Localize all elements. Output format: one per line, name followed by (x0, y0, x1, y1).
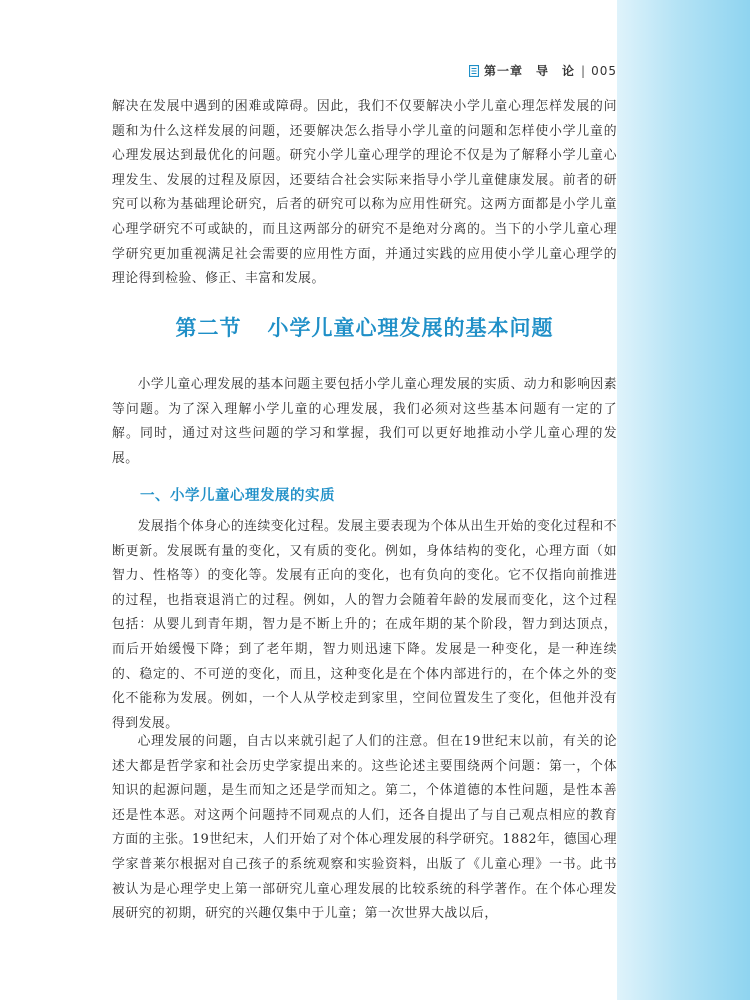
running-header (469, 62, 617, 79)
decorative-side-band (617, 0, 750, 1000)
paragraph-history: 心理发展的问题，自古以来就引起了人们的注意。但在19世纪末以前，有关的论述大都是哲学家和社会历史学家提出来的。这些论述主要围绕两个问题：第一，个体知识的起源问题，是生而知之还是学而知之。第二，个体道德的本性问题，是性本善还是性本恶。对这两个问题持不同观点的人们，还各自提出了与自己观点相应的教育方面的主张。19世纪末，人们开始了对个体心理发展的科学研究。1882年，德国心理学家普莱尔根据对自己孩子的系统观察和实验资料，出版了《儿童心理》一书。此书被认为是心理学史上第一部研究儿童心理发展的比较系统的科学著作。在个体心理发展研究的初期，研究的兴趣仅集中于儿童；第一次世界大战以后， (112, 734, 617, 922)
book-icon (469, 65, 479, 77)
chapter-label: 第一章 导 论 (484, 64, 576, 78)
subsection-heading: 一、小学儿童心理发展的实质 (140, 488, 335, 504)
paragraph-continued: 解决在发展中遇到的困难或障碍。因此，我们不仅要解决小学儿童心理怎样发展的问题和为什么这样发展的问题，还要解决怎么指导小学儿童的问题和怎样使小学儿童的心理发展达到最优化的问题。研究小学儿童心理学的理论不仅是为了解释小学儿童心理发生、发展的过程及原因，还要结合社会实际来指导小学儿童健康发展。前者的研究可以称为基础理论研究，后者的研究可以称为应用性研究。这两方面都是小学儿童心理学研究不可或缺的，而且这两部分的研究不是绝对分离的。当下的小学儿童心理学研究更加重视满足社会需要的应用性方面，并通过实践的应用使小学儿童心理学的理论得到检验、修正、丰富和发展。 (112, 99, 617, 287)
paragraph-development-definition: 发展指个体身心的连续变化过程。发展主要表现为个体从出生开始的变化过程和不断更新。发展既有量的变化，又有质的变化。例如，身体结构的变化，心理方面（如智力、性格等）的变化等。发展有正向的变化，也有负向的变化。它不仅指向前推进的过程，也指衰退消亡的过程。例如，人的智力会随着年龄的发展而变化，这个过程包括：从婴儿到青年期，智力是不断上升的；在成年期的某个阶段，智力到达顶点，而后开始缓慢下降；到了老年期，智力则迅速下降。发展是一种变化，是一种连续的、稳定的、不可逆的变化，而且，这种变化是在个体内部进行的，在个体之外的变化不能称为发展。例如，一个人从学校走到家里，空间位置发生了变化，但他并没有得到发展。 (112, 519, 617, 731)
page-number: 005 (591, 63, 617, 78)
book-page (112, 0, 617, 1000)
header-divider: | (581, 63, 586, 78)
section-heading (112, 312, 617, 342)
section-title-text: 小学儿童心理发展的基本问题 (267, 315, 554, 340)
section-number: 第二节 (175, 315, 242, 340)
paragraph-section-intro: 小学儿童心理发展的基本问题主要包括小学儿童心理发展的实质、动力和影响因素等问题。为了深入理解小学儿童的心理发展，我们必须对这些基本问题有一定的了解。同时，通过对这些问题的学习和掌握，我们可以更好地推动小学儿童心理的发展。 (112, 377, 617, 466)
